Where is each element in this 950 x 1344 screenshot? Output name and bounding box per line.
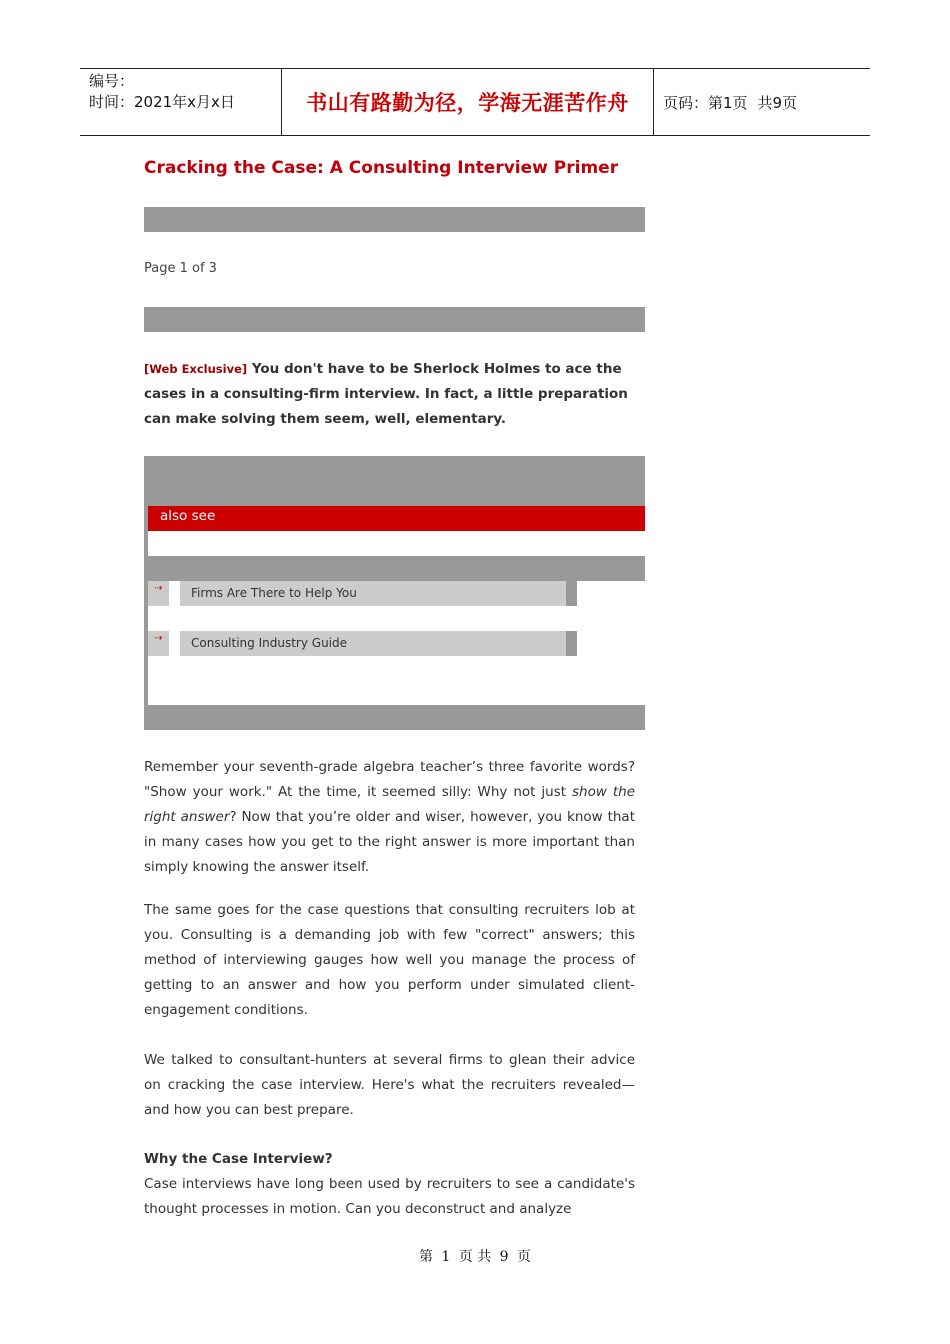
footer-mid: 页 共 bbox=[458, 1249, 492, 1265]
also-see-panel bbox=[148, 506, 645, 705]
web-exclusive-tag: [Web Exclusive] bbox=[144, 362, 248, 376]
also-see-link[interactable] bbox=[180, 581, 576, 606]
paragraph-text: ? Now that you’re older and wiser, however, you know that in many cases how you get to the right answer is more important than simply knowing the answer itself. bbox=[144, 809, 635, 875]
intro-paragraph bbox=[144, 357, 635, 432]
footer-page-number: 1 bbox=[441, 1249, 451, 1265]
footer-suffix: 页 bbox=[517, 1249, 532, 1265]
divider-bar bbox=[144, 307, 645, 332]
body-paragraph-4: Case interviews have long been used by recruiters to see a candidate's thought processes in motion. Can you deconstruct and analyze bbox=[144, 1176, 635, 1217]
body-paragraph-1 bbox=[144, 755, 635, 880]
also-see-heading: also see bbox=[148, 506, 645, 531]
link-cap bbox=[566, 581, 577, 606]
arrow-icon: ⇢ bbox=[148, 631, 169, 656]
also-see-link-row[interactable] bbox=[148, 631, 576, 656]
body-paragraph-2: The same goes for the case questions that consulting recruiters lob at you. Consulting is a demanding job with few "correct" answers; this method of interviewing gauges how well you manage the process of getting to an answer and how you perform under simulated client-engagement conditions. bbox=[144, 902, 635, 1018]
also-see-box bbox=[144, 456, 645, 730]
body-paragraph-3: We talked to consultant-hunters at several firms to glean their advice on cracking the case interview. Here's what the recruiters revealed—and how you can best prepare. bbox=[144, 1052, 635, 1118]
page-footer bbox=[0, 1246, 950, 1266]
divider-bar bbox=[144, 207, 645, 232]
arrow-icon: ⇢ bbox=[148, 581, 169, 606]
header-motto-cell bbox=[281, 69, 654, 135]
time-label: 时间：2021年x月x日 bbox=[89, 93, 235, 111]
page-indicator: Page 1 of 3 bbox=[144, 261, 217, 276]
motto-text: 书山有路勤为径，学海无涯苦作舟 bbox=[306, 91, 629, 115]
also-see-band bbox=[148, 556, 645, 581]
header-page-cell bbox=[654, 69, 870, 135]
emphasized-text: show the right answer bbox=[144, 784, 635, 825]
link-label[interactable]: Consulting Industry Guide bbox=[191, 636, 348, 650]
intro-text: You don't have to be Sherlock Holmes to ace the cases in a consulting-firm interview. In fact, a little preparation can make solving them seem, well, elementary. bbox=[144, 361, 628, 427]
section-heading: Why the Case Interview? bbox=[144, 1151, 333, 1167]
document-header bbox=[80, 68, 870, 136]
total-pages-label: 共9页 bbox=[757, 93, 798, 112]
header-meta-cell bbox=[80, 69, 281, 135]
number-label: 编号： bbox=[89, 72, 135, 90]
paragraph-text: Remember your seventh-grade algebra teacher’s three favorite words? "Show your work." At the time, it seemed silly: Why not just bbox=[144, 759, 635, 800]
page-label: 页码：第1页 bbox=[663, 93, 748, 112]
footer-prefix: 第 bbox=[418, 1249, 433, 1265]
article-title: Cracking the Case: A Consulting Interview Primer bbox=[144, 158, 619, 178]
also-see-link-row[interactable] bbox=[148, 581, 576, 606]
footer-total: 9 bbox=[499, 1249, 509, 1265]
body-section bbox=[144, 1147, 635, 1222]
link-label[interactable]: Firms Are There to Help You bbox=[191, 586, 357, 600]
also-see-link[interactable] bbox=[180, 631, 576, 656]
link-cap bbox=[566, 631, 577, 656]
